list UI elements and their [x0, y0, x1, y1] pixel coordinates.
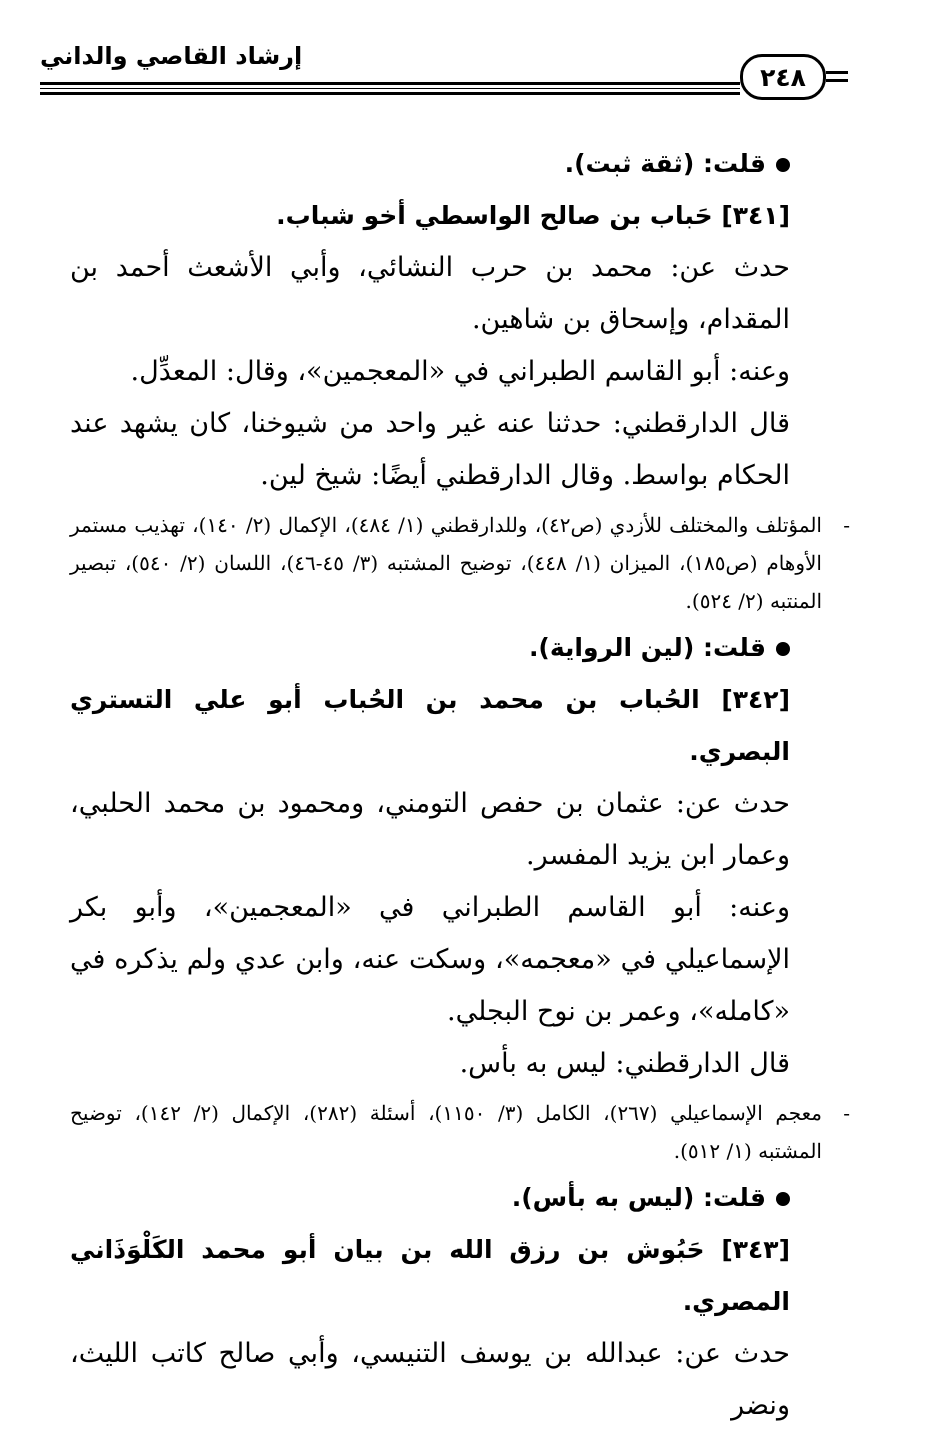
bullet-icon	[776, 1192, 790, 1206]
header-rule	[40, 82, 740, 85]
page-number-rule	[826, 71, 848, 74]
page-number-badge	[740, 54, 848, 102]
footnote: - المؤتلف والمختلف للأزدي (ص٤٢)، وللدارقطني (١/ ٤٨٤)، الإكمال (٢/ ١٤٠)، تهذيب مستمر الأوهام (ص١٨٥)، الميزان (١/ ٤٤٨)، توضيح المشتبه (٣/ ٤٥-٤٦)، اللسان (٢/ ٥٤٠)، تبصير المنتبه (٢/ ٥٢٤).	[70, 506, 850, 620]
paragraph: حدث عن: عثمان بن حفص التومني، ومحمود بن محمد الحلبي، وعمار ابن يزيد المفسر.	[70, 788, 790, 871]
running-header-title: إرشاد القاصي والداني	[40, 42, 303, 70]
entry-heading: [٣٤٣] حَبُوش بن رزق الله بن بيان أبو محمد الكَلْوَذَاني المصري.	[70, 1235, 790, 1316]
entry-heading: [٣٤١] حَباب بن صالح الواسطي أخو شباب.	[276, 201, 790, 230]
paragraph: وعنه: أبو القاسم الطبراني في «المعجمين»، وأبو بكر الإسماعيلي في «معجمه»، وسكت عنه، وابن عدي ولم يذكره في «كامله»، وعمر بن نوح البجلي.	[70, 892, 790, 1027]
paragraph: قال الدارقطني: ليس به بأس.	[459, 1048, 790, 1079]
comment-line: قلت: (ليس به بأس).	[70, 1172, 850, 1224]
comment-line: قلت: (ثقة ثبت).	[70, 138, 850, 190]
footnote: - معجم الإسماعيلي (٢٦٧)، الكامل (٣/ ١١٥٠)، أسئلة (٢٨٢)، الإكمال (٢/ ١٤٢)، توضيح المشتبه (١/ ٥١٢).	[70, 1094, 850, 1170]
footnote-dash: -	[843, 513, 850, 537]
entry-heading: [٣٤٢] الحُباب بن محمد بن الحُباب أبو علي التستري البصري.	[70, 685, 790, 766]
paragraph: حدث عن: عبدالله بن يوسف التنيسي، وأبي صالح كاتب الليث، ونضر	[70, 1338, 790, 1421]
paragraph: وعنه: أبو القاسم الطبراني في «المعجمين»، وقال: المعدِّل.	[130, 356, 790, 387]
page-number: ٢٤٨	[740, 54, 826, 100]
bullet-icon	[776, 158, 790, 172]
header-rule-lower	[40, 92, 740, 95]
page-number-rule	[826, 79, 848, 82]
comment-line: قلت: (لين الرواية).	[70, 622, 850, 674]
bullet-icon	[776, 642, 790, 656]
header-rule-thin	[40, 88, 740, 89]
footnote-dash: -	[843, 1101, 850, 1125]
paragraph: قال الدارقطني: حدثنا عنه غير واحد من شيوخنا، كان يشهد عند الحكام بواسط. وقال الدارقطني أيضًا: شيخ لين.	[70, 408, 790, 491]
paragraph: حدث عن: محمد بن حرب النشائي، وأبي الأشعث أحمد بن المقدام، وإسحاق بن شاهين.	[70, 252, 790, 335]
page-body	[70, 138, 850, 1432]
